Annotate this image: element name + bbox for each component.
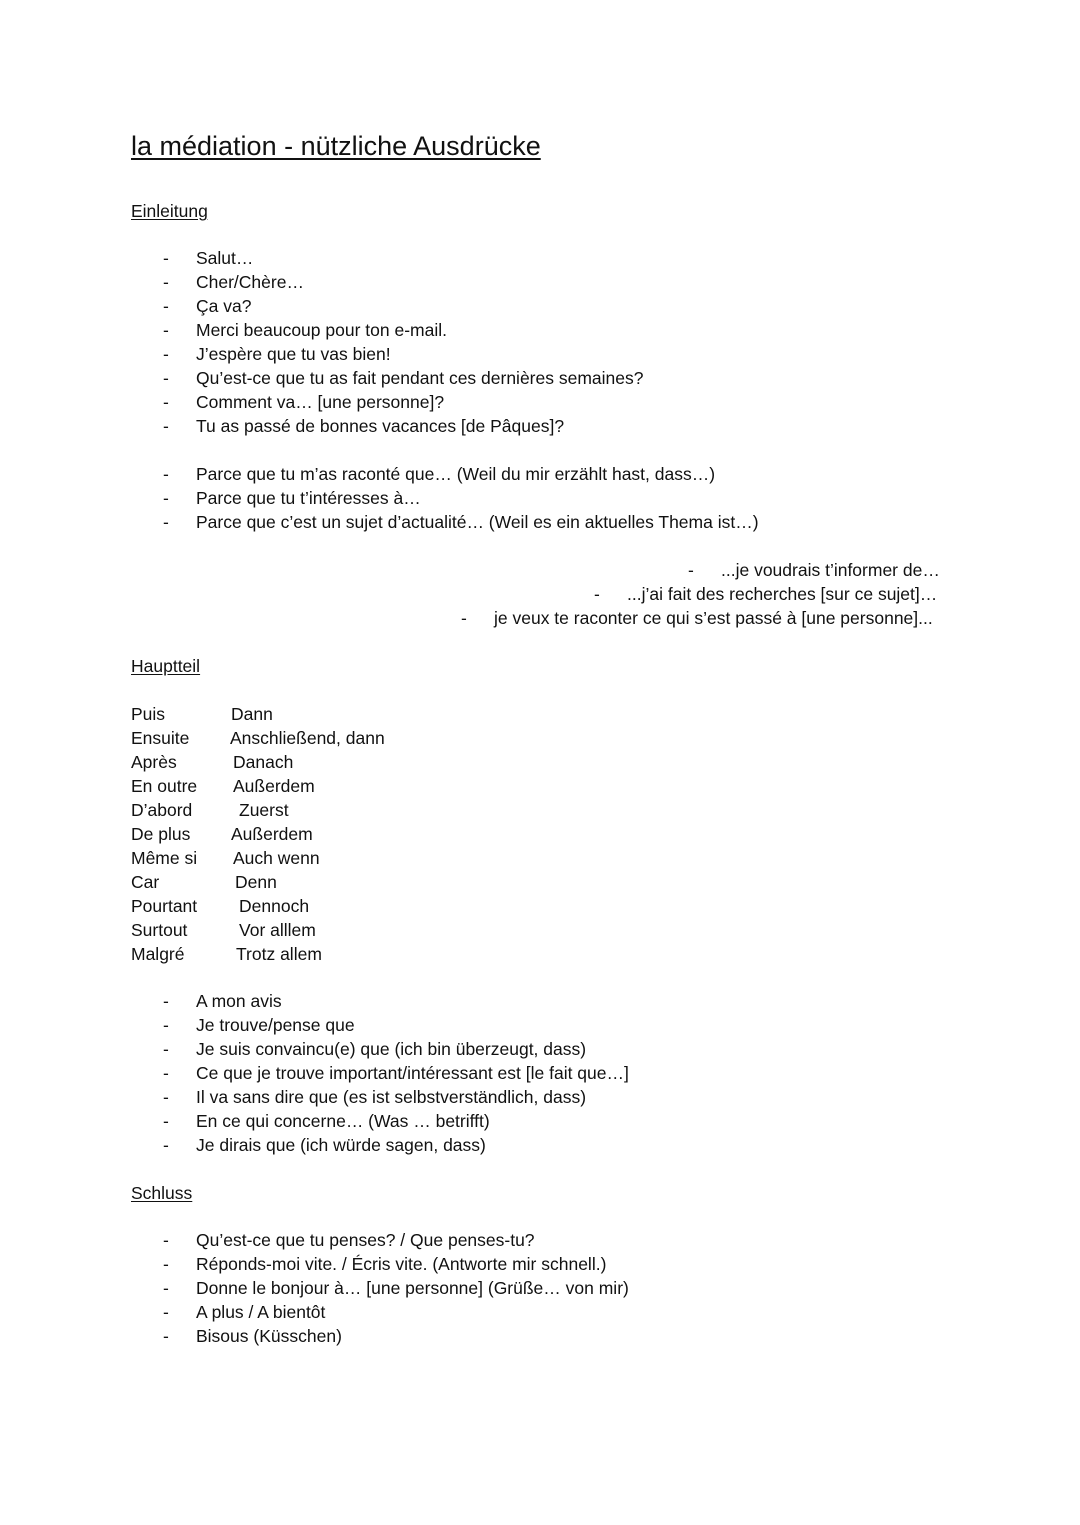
- bullet-dash: -: [163, 1254, 169, 1274]
- bullet-dash: -: [163, 1039, 169, 1059]
- heading-einleitung: Einleitung: [131, 201, 208, 221]
- bullet-dash: -: [163, 296, 169, 316]
- list-item-text: En ce qui concerne… (Was … betrifft): [196, 1111, 490, 1131]
- list-item-text: Je trouve/pense que: [196, 1015, 355, 1035]
- vocab-row: [131, 822, 531, 846]
- page-title: la médiation - nützliche Ausdrücke: [131, 131, 541, 161]
- list-item-text: Bisous (Küsschen): [196, 1326, 342, 1346]
- vocab-french: Malgré: [131, 944, 185, 964]
- vocab-row: [131, 894, 531, 918]
- vocab-german: Auch wenn: [233, 848, 320, 868]
- list-item-text: Salut…: [196, 248, 254, 268]
- vocab-french: Car: [131, 872, 160, 892]
- bullet-dash: -: [163, 344, 169, 364]
- list-item-text: Tu as passé de bonnes vacances [de Pâques]?: [196, 416, 565, 436]
- vocab-row: [131, 870, 531, 894]
- bullet-dash: -: [163, 1087, 169, 1107]
- vocab-french: En outre: [131, 776, 198, 796]
- vocab-german: Außerdem: [233, 776, 315, 796]
- vocab-french: Même si: [131, 848, 198, 868]
- vocab-german: Zuerst: [239, 800, 289, 820]
- heading-hauptteil: Hauptteil: [131, 656, 201, 676]
- continuation-item: [461, 606, 950, 630]
- bullet-dash: -: [163, 1015, 169, 1035]
- vocab-row: [131, 798, 531, 822]
- list-item-text: Qu’est-ce que tu penses? / Que penses-tu?: [196, 1230, 535, 1250]
- bullet-dash: -: [163, 464, 169, 484]
- list-item-text: Je dirais que (ich würde sagen, dass): [196, 1135, 486, 1155]
- vocab-row: [131, 846, 531, 870]
- list-item-text: Qu’est-ce que tu as fait pendant ces dernières semaines?: [196, 368, 644, 388]
- list-item-text: Il va sans dire que (es ist selbstverständlich, dass): [196, 1087, 587, 1107]
- vocab-french: De plus: [131, 824, 191, 844]
- continuation-text: ...j’ai fait des recherches [sur ce sujet]…: [627, 584, 938, 604]
- vocab-german: Dennoch: [239, 896, 310, 916]
- vocab-row: [131, 918, 531, 942]
- bullet-dash: -: [461, 608, 467, 628]
- list-item-text: Ce que je trouve important/intéressant est [le fait que…]: [196, 1063, 629, 1083]
- bullet-dash: -: [163, 392, 169, 412]
- vocab-row: [131, 942, 531, 966]
- bullet-dash: -: [163, 991, 169, 1011]
- bullet-dash: -: [163, 1230, 169, 1250]
- vocab-german: Denn: [235, 872, 277, 892]
- bullet-dash: -: [163, 320, 169, 340]
- bullet-dash: -: [163, 512, 169, 532]
- list-item-text: A mon avis: [196, 991, 282, 1011]
- vocab-row: [131, 750, 531, 774]
- bullet-dash: -: [163, 1326, 169, 1346]
- vocab-french: D’abord: [131, 800, 193, 820]
- list-item-text: Parce que tu t’intéresses à…: [196, 488, 421, 508]
- heading-schluss: Schluss: [131, 1183, 193, 1203]
- vocab-german: Danach: [233, 752, 294, 772]
- continuation-item: [688, 558, 950, 582]
- vocab-french: Surtout: [131, 920, 188, 940]
- bullet-dash: -: [163, 488, 169, 508]
- continuation-text: je veux te raconter ce qui s’est passé à [une personne]...: [494, 608, 933, 628]
- bullet-dash: -: [688, 560, 694, 580]
- bullet-dash: -: [163, 1135, 169, 1155]
- vocab-german: Außerdem: [231, 824, 313, 844]
- list-item-text: A plus / A bientôt: [196, 1302, 326, 1322]
- vocab-german: Dann: [231, 704, 273, 724]
- continuation-text: ...je voudrais t’informer de…: [721, 560, 940, 580]
- bullet-dash: -: [163, 368, 169, 388]
- vocab-french: Ensuite: [131, 728, 190, 748]
- bullet-dash: -: [163, 1302, 169, 1322]
- list-item-text: Je suis convaincu(e) que (ich bin überzeugt, dass): [196, 1039, 587, 1059]
- list-item-text: Comment va… [une personne]?: [196, 392, 445, 412]
- bullet-dash: -: [163, 272, 169, 292]
- list-item-text: Parce que tu m’as raconté que… (Weil du mir erzählt hast, dass…): [196, 464, 716, 484]
- bullet-dash: -: [594, 584, 600, 604]
- vocab-french: Après: [131, 752, 177, 772]
- bullet-dash: -: [163, 1111, 169, 1131]
- list-item-text: J’espère que tu vas bien!: [196, 344, 391, 364]
- bullet-dash: -: [163, 416, 169, 436]
- vocab-french: Pourtant: [131, 896, 198, 916]
- vocab-row: [131, 702, 531, 726]
- vocab-row: [131, 774, 531, 798]
- list-item-text: Ça va?: [196, 296, 252, 316]
- continuation-item: [594, 582, 950, 606]
- list-item-text: Merci beaucoup pour ton e-mail.: [196, 320, 447, 340]
- list-item-text: Donne le bonjour à… [une personne] (Grüße… von mir): [196, 1278, 629, 1298]
- bullet-dash: -: [163, 1278, 169, 1298]
- bullet-dash: -: [163, 248, 169, 268]
- vocab-table: [131, 702, 531, 966]
- vocab-french: Puis: [131, 704, 166, 724]
- vocab-german: Anschließend, dann: [230, 728, 385, 748]
- vocab-row: [131, 726, 531, 750]
- list-item-text: Cher/Chère…: [196, 272, 304, 292]
- vocab-german: Vor alllem: [239, 920, 316, 940]
- vocab-german: Trotz allem: [236, 944, 322, 964]
- bullet-dash: -: [163, 1063, 169, 1083]
- list-item-text: Réponds-moi vite. / Écris vite. (Antworte mir schnell.): [196, 1254, 607, 1274]
- list-item-text: Parce que c’est un sujet d’actualité… (Weil es ein aktuelles Thema ist…): [196, 512, 759, 532]
